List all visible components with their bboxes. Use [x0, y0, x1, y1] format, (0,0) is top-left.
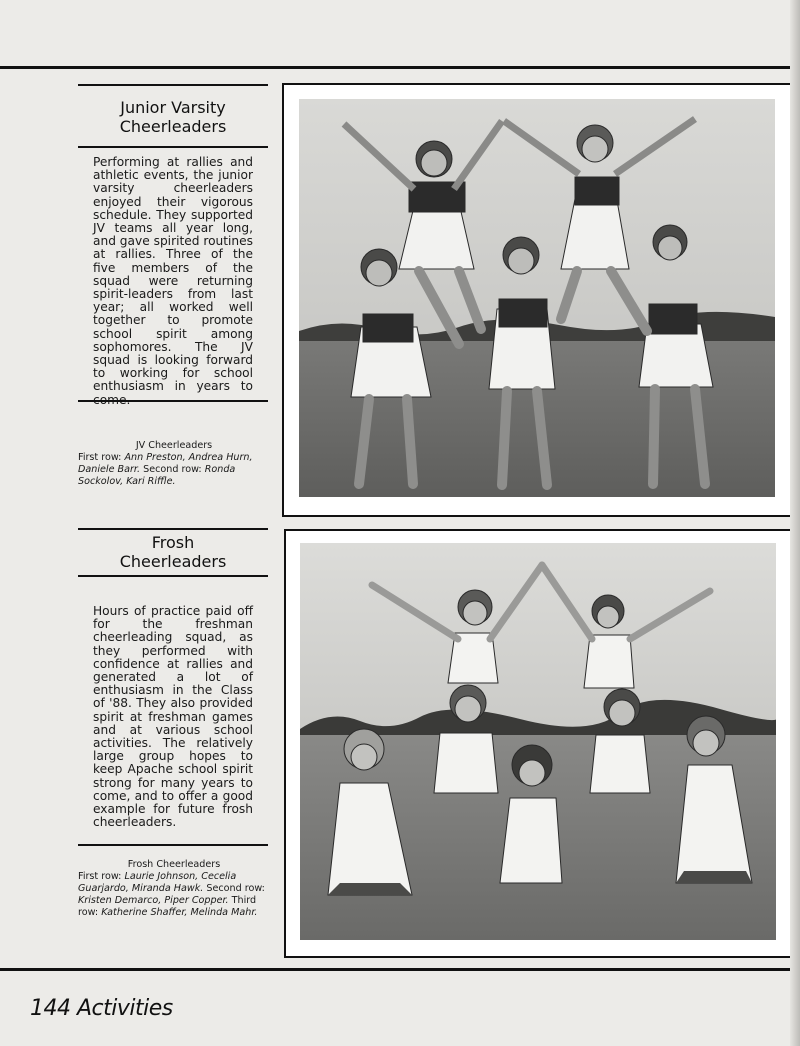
jv-caption-second-names: Ronda Sockolov, Kari Riffle. — [78, 464, 236, 487]
frosh-photo — [300, 543, 776, 940]
jv-body-text: Performing at rallies and athletic events, the junior varsity cheerleaders enjoyed their vigorous schedule. They supported JV teams all year long, and gave spirited routines at rallies. Three of the five members of the squad were returning spirit-leaders from last year; all worked well together to promote school spirit among sophomores. The JV squad is looking forward to working for school enthusiasm in years to — [93, 155, 254, 394]
jv-heading — [78, 98, 268, 136]
jv-heading-top-rule — [78, 84, 268, 86]
frosh-caption-first-label: First row: — [78, 871, 122, 882]
jv-photo-image — [299, 99, 775, 497]
jv-heading-line1: Junior Varsity — [120, 98, 226, 117]
frosh-heading-bottom-rule — [78, 575, 268, 577]
jv-caption — [78, 440, 270, 488]
frosh-caption-third-names: Katherine Shaffer, Melinda Mahr. — [101, 907, 258, 918]
frosh-body-text: Hours of practice paid off for the freshman cheerleading squad, as they performed with confidence at rallies and generated a lot of enthusiasm in the Class of '88. They also provided spirit at freshman games and at various school activities. The relatively large group hopes to keep Apache school spirit strong for many years to come, and to offer a good example for future frosh cheerleaders. — [93, 604, 253, 830]
jv-heading-bottom-rule — [78, 146, 268, 148]
top-rule — [0, 66, 800, 69]
frosh-caption-second-label: Second row: — [206, 883, 265, 894]
bottom-rule — [0, 968, 800, 971]
jv-heading-line2: Cheerleaders — [119, 117, 227, 136]
jv-photo — [299, 99, 775, 497]
frosh-heading-top-rule — [78, 528, 268, 530]
frosh-heading — [78, 533, 268, 571]
jv-caption-first-label: First row: — [78, 452, 122, 463]
frosh-heading-line2: Cheerleaders — [119, 552, 227, 571]
jv-caption-title: JV Cheerleaders — [135, 440, 213, 451]
frosh-caption-second-names: Kristen Demarco, Piper Copper. — [78, 895, 229, 906]
frosh-caption-third-label: Third row: — [78, 895, 257, 918]
jv-caption-first-names: Ann Preston, Andrea Hurn, Daniele Barr. — [78, 452, 253, 475]
section-name: Activities — [77, 996, 173, 1021]
frosh-caption — [78, 859, 270, 919]
page-folio — [30, 996, 173, 1021]
jv-body-bottom-rule — [78, 400, 268, 402]
page-binding-edge — [790, 0, 800, 1046]
frosh-caption-first-names: Laurie Johnson, Cecelia Guarjardo, Miranda Hawk. — [78, 871, 237, 894]
frosh-caption-title: Frosh Cheerleaders — [127, 859, 221, 870]
jv-caption-second-label: Second row: — [143, 464, 202, 475]
page-number: 144 — [30, 996, 71, 1021]
frosh-body-bottom-rule — [78, 844, 268, 846]
frosh-photo-image — [300, 543, 776, 940]
frosh-heading-line1: Frosh — [151, 533, 195, 552]
